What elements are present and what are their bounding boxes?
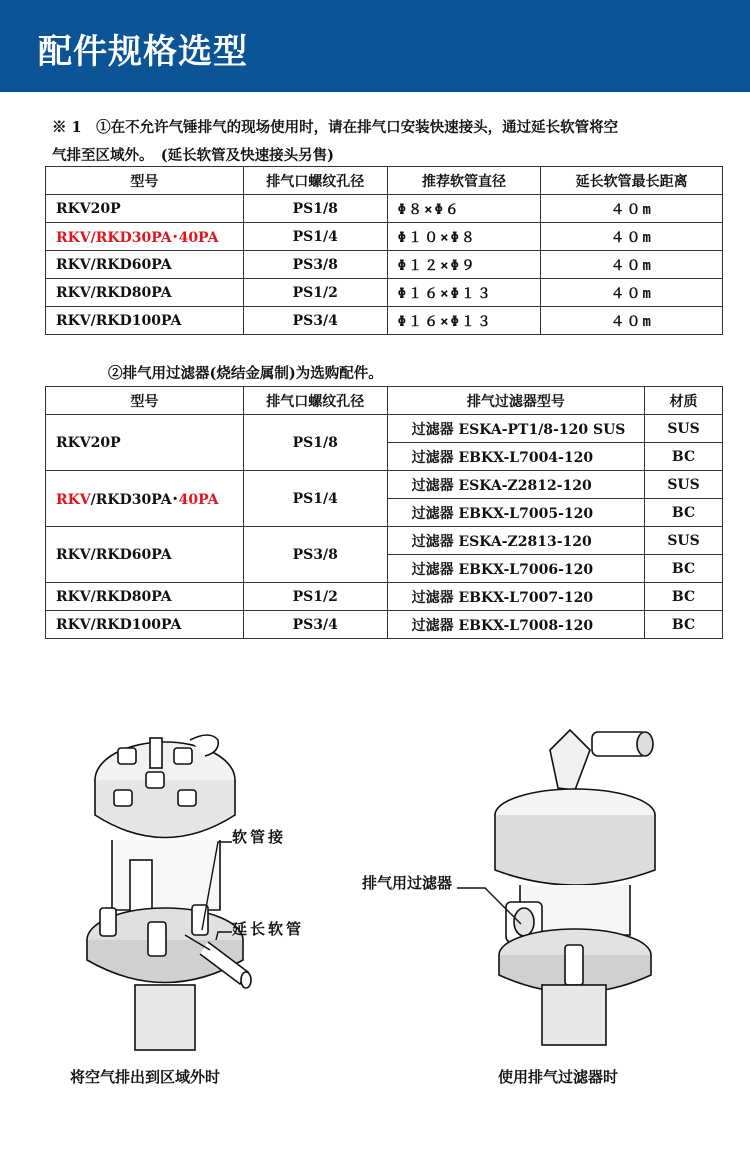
- cell-material: SUS: [645, 415, 723, 443]
- table-row: [46, 583, 723, 611]
- cell-length: ４０m: [541, 279, 723, 307]
- col-header-filter-model: 排气过滤器型号: [387, 387, 645, 415]
- cell-filter: 过滤器 EBKX-L7004-120: [387, 443, 645, 471]
- col-header-hose-diameter: 推荐软管直径: [387, 167, 541, 195]
- label-exhaust-filter: 排气用过滤器: [362, 874, 453, 892]
- left-caption: 将空气排出到区域外时: [70, 1068, 221, 1086]
- cell-model: RKV20P: [46, 195, 244, 223]
- cell-material: BC: [645, 611, 723, 639]
- filter-spec-table: [45, 386, 723, 639]
- cell-material: SUS: [645, 527, 723, 555]
- cell-thread: PS1/4: [243, 223, 387, 251]
- model-part-red: RKV: [56, 491, 91, 508]
- cell-length: ４０m: [541, 307, 723, 335]
- model-part: /RKD30PA･: [90, 491, 179, 508]
- cell-thread: PS1/8: [243, 415, 387, 471]
- cell-hose: Φ１０×Φ８: [387, 223, 541, 251]
- cell-filter: 过滤器 ESKA-Z2812-120: [387, 471, 645, 499]
- cell-model: RKV/RKD30PA･40PA: [46, 223, 244, 251]
- col-header-model: 型号: [46, 167, 244, 195]
- cell-hose: Φ８×Φ６: [387, 195, 541, 223]
- cell-length: ４０m: [541, 251, 723, 279]
- cell-thread: PS3/8: [243, 251, 387, 279]
- label-coupler: 软管接: [232, 828, 287, 846]
- table-row: [46, 415, 723, 443]
- cell-material: BC: [645, 499, 723, 527]
- note-2: ②排气用过滤器(烧结金属制)为选购配件。: [108, 365, 383, 382]
- table-row: [46, 279, 723, 307]
- cell-hose: Φ１６×Φ１３: [387, 279, 541, 307]
- cell-filter: 过滤器 EBKX-L7006-120: [387, 555, 645, 583]
- cell-model: RKV/RKD60PA: [46, 527, 244, 583]
- cell-hose: Φ１２×Φ９: [387, 251, 541, 279]
- cell-filter: 过滤器 ESKA-Z2813-120: [387, 527, 645, 555]
- right-caption: 使用排气过滤器时: [498, 1068, 619, 1086]
- hose-spec-table: [45, 166, 723, 335]
- col-header-material: 材质: [645, 387, 723, 415]
- cell-filter: 过滤器 EBKX-L7005-120: [387, 499, 645, 527]
- cell-thread: PS3/8: [243, 527, 387, 583]
- cell-filter: 过滤器 ESKA-PT1/8-120 SUS: [387, 415, 645, 443]
- cell-model: RKV20P: [46, 415, 244, 471]
- filter-callout-line: [455, 880, 535, 940]
- cell-material: BC: [645, 443, 723, 471]
- note-1-line-1: ※ 1 ①在不允许气锤排气的现场使用时，请在排气口安装快速接头，通过延长软管将空: [52, 119, 619, 136]
- cell-model: RKV/RKD100PA: [46, 307, 244, 335]
- col-header-thread: 排气口螺纹孔径: [243, 387, 387, 415]
- callout-lines: [130, 830, 250, 940]
- table-header-row: [46, 167, 723, 195]
- table-row: [46, 307, 723, 335]
- cell-model: RKV/RKD80PA: [46, 279, 244, 307]
- col-header-max-length: 延长软管最长距离: [541, 167, 723, 195]
- col-header-thread: 排气口螺纹孔径: [243, 167, 387, 195]
- cell-material: BC: [645, 555, 723, 583]
- table-row: [46, 223, 723, 251]
- model-part-red: 40PA: [178, 491, 219, 508]
- page-header: [0, 0, 750, 92]
- cell-thread: PS3/4: [243, 611, 387, 639]
- cell-thread: PS1/8: [243, 195, 387, 223]
- cell-material: BC: [645, 583, 723, 611]
- table-header-row: [46, 387, 723, 415]
- cell-model: RKV/RKD80PA: [46, 583, 244, 611]
- table-row: [46, 527, 723, 555]
- page-title: 配件规格选型: [38, 32, 248, 72]
- cell-model: RKV/RKD60PA: [46, 251, 244, 279]
- cell-thread: PS1/2: [243, 279, 387, 307]
- cell-material: SUS: [645, 471, 723, 499]
- cell-thread: PS1/2: [243, 583, 387, 611]
- cell-model: RKV/RKD100PA: [46, 611, 244, 639]
- cell-filter: 过滤器 EBKX-L7008-120: [387, 611, 645, 639]
- cell-model: [46, 471, 244, 527]
- table-row: [46, 195, 723, 223]
- table-row: [46, 611, 723, 639]
- note-1: [52, 114, 712, 170]
- note-1-line-2: 气排至区域外。 (延长软管及快速接头另售): [52, 147, 334, 164]
- cell-filter: 过滤器 EBKX-L7007-120: [387, 583, 645, 611]
- cell-hose: Φ１６×Φ１３: [387, 307, 541, 335]
- cell-thread: PS1/4: [243, 471, 387, 527]
- cell-length: ４０m: [541, 223, 723, 251]
- col-header-model: 型号: [46, 387, 244, 415]
- table-row: [46, 471, 723, 499]
- cell-thread: PS3/4: [243, 307, 387, 335]
- label-extension-hose: 延长软管: [232, 920, 305, 938]
- table-row: [46, 251, 723, 279]
- cell-length: ４０m: [541, 195, 723, 223]
